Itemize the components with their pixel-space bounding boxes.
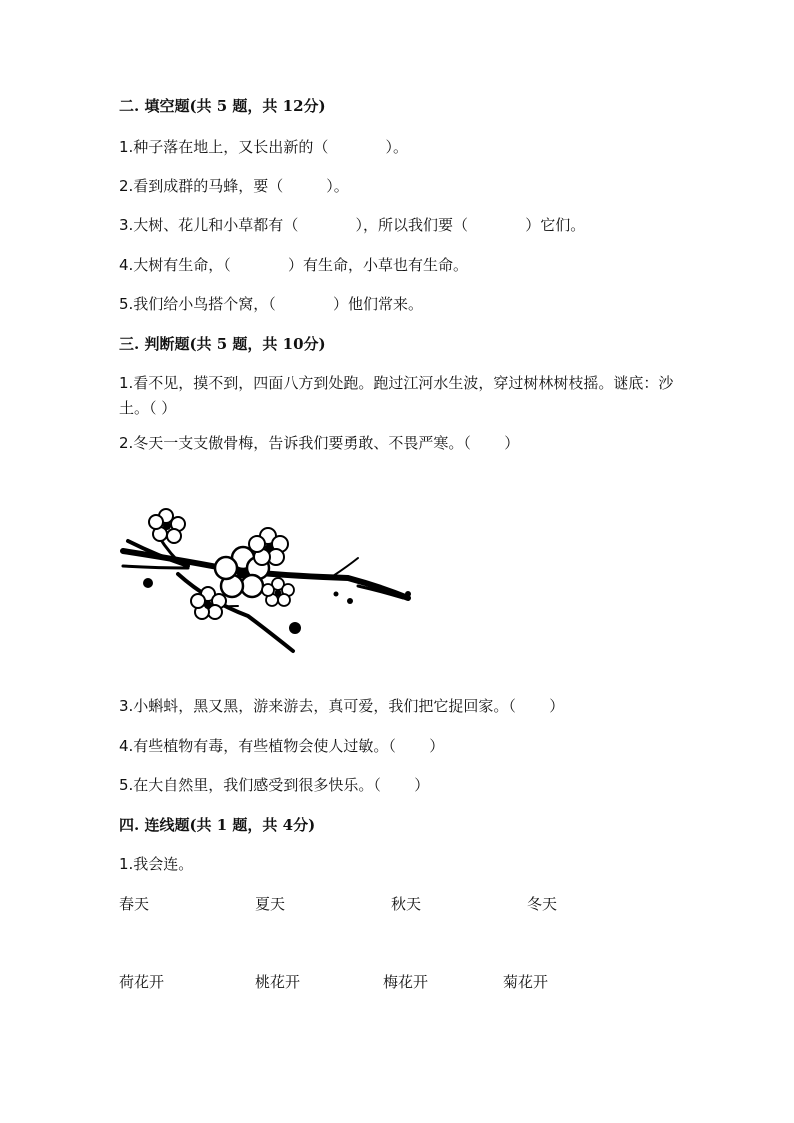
fill-in-question-4: 4.大树有生命，（ ）有生命，小草也有生命。	[119, 256, 469, 274]
season-winter: 冬天	[527, 895, 558, 913]
true-false-question-3: 3.小蝌蚪，黑又黑，游来游去，真可爱，我们把它捉回家。（ ）	[119, 697, 565, 715]
flower-lotus: 荷花开	[119, 973, 165, 991]
true-false-question-2: 2.冬天一支支傲骨梅，告诉我们要勇敢、不畏严寒。（ ）	[119, 434, 520, 452]
fill-in-question-2: 2.看到成群的马蜂，要（ ）。	[119, 177, 349, 195]
flower-peach: 桃花开	[255, 973, 301, 991]
plum-blossom-branch-icon	[118, 506, 414, 656]
fill-in-question-3: 3.大树、花儿和小草都有（ ），所以我们要（ ）它们。	[119, 216, 586, 234]
flower-chrysanthemum: 菊花开	[503, 973, 549, 991]
section-heading-fill-in: 二. 填空题(共 5 题，共 12分)	[119, 97, 326, 115]
fill-in-question-5: 5.我们给小鸟搭个窝，（ ）他们常来。	[119, 295, 424, 313]
season-summer: 夏天	[255, 895, 286, 913]
season-autumn: 秋天	[391, 895, 422, 913]
matching-question-1: 1.我会连。	[119, 855, 194, 873]
true-false-question-4: 4.有些植物有毒，有些植物会使人过敏。（ ）	[119, 737, 445, 755]
fill-in-question-1: 1.种子落在地上，又长出新的（ ）。	[119, 138, 409, 156]
section-heading-matching: 四. 连线题(共 1 题，共 4分)	[119, 816, 316, 834]
season-spring: 春天	[119, 895, 150, 913]
true-false-question-1: 1.看不见，摸不到，四面八方到处跑。跑过江河水生波，穿过树林树枝摇。谜底：沙土。（ ）	[119, 374, 674, 417]
true-false-question-5: 5.在大自然里，我们感受到很多快乐。（ ）	[119, 776, 430, 794]
flower-plum: 梅花开	[383, 973, 429, 991]
section-heading-true-false: 三. 判断题(共 5 题，共 10分)	[119, 335, 326, 353]
